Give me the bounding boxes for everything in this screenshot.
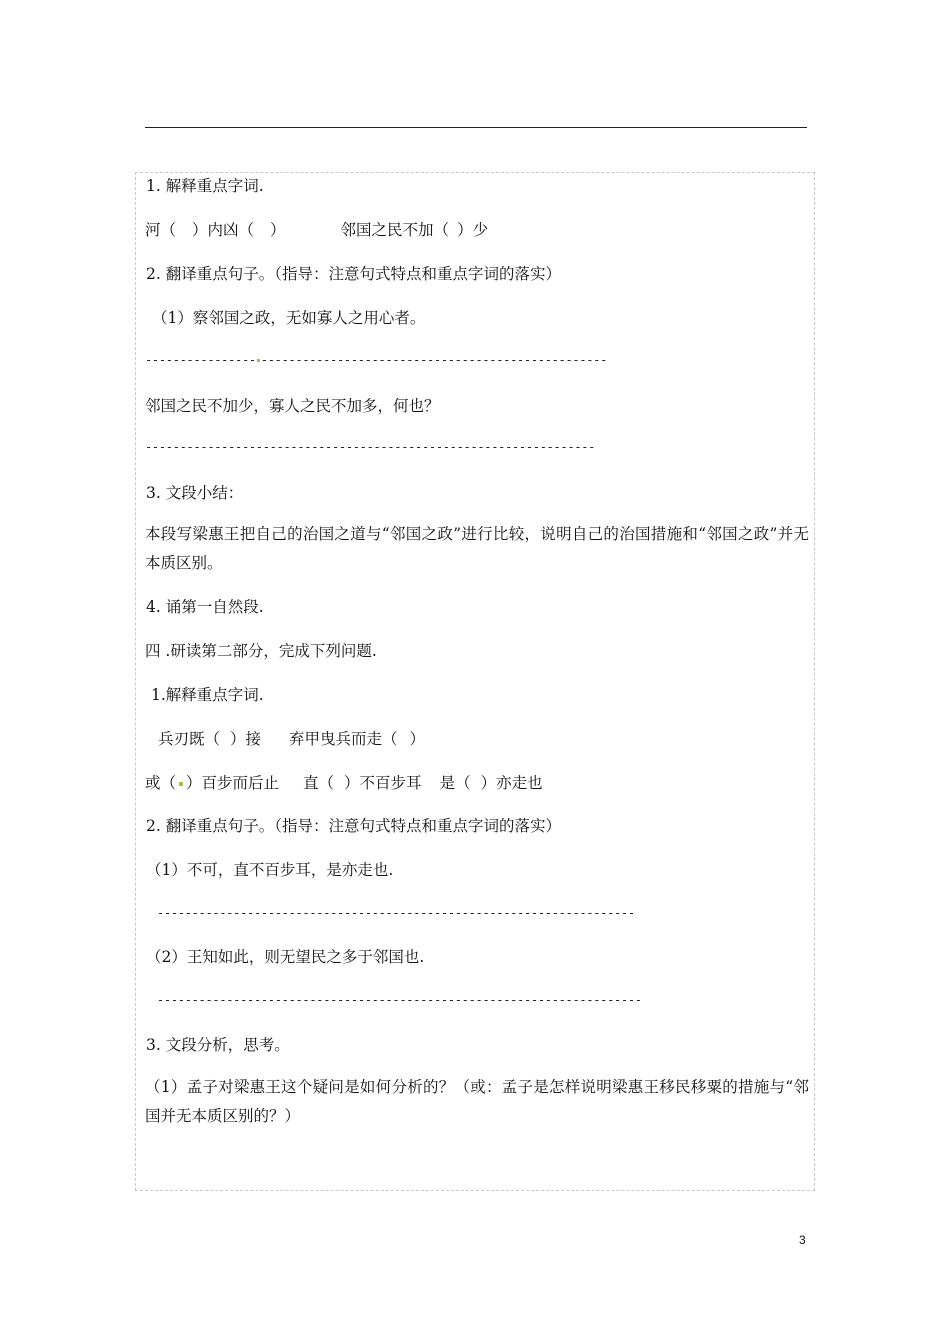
item1-title: 1. 解释重点字词. bbox=[146, 177, 264, 195]
sentence-2: （2）王知如此，则无望民之多于邻国也. bbox=[146, 948, 425, 966]
question-paragraph: （1）孟子对梁惠王这个疑问是如何分析的？（或：孟子是怎样说明梁惠王移民移粟的措施与“邻国并无本质区别的？） bbox=[145, 1078, 809, 1125]
vocab-part: ）少 bbox=[457, 221, 489, 239]
vocab-part: 邻国之民不加（ bbox=[340, 221, 450, 239]
vocab-line bbox=[158, 728, 425, 750]
vocab-part: ）内凶（ bbox=[192, 221, 255, 239]
sentence-1: （1）察邻国之政，无如寡人之用心者。 bbox=[152, 309, 426, 327]
summary-paragraph: 本段写梁惠王把自己的治国之道与“邻国之政”进行比较，说明自己的治国措施和“邻国之政”并无本质区别。 bbox=[145, 525, 809, 572]
vocab-part: 或（ bbox=[145, 774, 177, 792]
answer-line: ---------------------------------------------------------------------- bbox=[157, 993, 642, 1007]
page-number: 3 bbox=[799, 1233, 806, 1247]
vocab-part: 兵刃既（ bbox=[158, 730, 221, 748]
vocab-part: 河（ bbox=[145, 221, 177, 239]
vocab-part: 弃甲曳兵而走（ bbox=[289, 730, 398, 748]
item1-title: 1.解释重点字词. bbox=[151, 686, 264, 704]
mark-dot bbox=[257, 359, 260, 362]
vocab-part: 直（ bbox=[303, 774, 335, 792]
vocab-part: ）百步而后止 bbox=[186, 774, 280, 792]
vocab-line bbox=[145, 772, 543, 794]
vocab-part: ）亦走也 bbox=[480, 774, 543, 792]
item2-title: 2. 翻译重点句子。（指导：注意句式特点和重点字词的落实） bbox=[146, 817, 561, 835]
answer-line: ----------------------------------------------------------------- bbox=[145, 440, 596, 454]
vocab-part: ） bbox=[270, 221, 286, 239]
vocab-part: ）接 bbox=[230, 730, 262, 748]
mark-dot bbox=[179, 782, 183, 786]
section-heading: 四 .研读第二部分，完成下列问题. bbox=[145, 642, 377, 660]
item3-title: 3. 文段分析，思考。 bbox=[146, 1036, 290, 1054]
item4-title: 4. 诵第一自然段. bbox=[146, 598, 264, 616]
vocab-part: ）不百步耳 bbox=[344, 774, 422, 792]
answer-line: --------------------------------------------------------------------- bbox=[157, 906, 635, 920]
sentence-1: （1）不可，直不百步耳，是亦走也. bbox=[146, 861, 394, 879]
vocab-part: ） bbox=[409, 730, 426, 748]
answer-line-part: ---------------- bbox=[145, 353, 256, 367]
vocab-line bbox=[145, 219, 488, 241]
sentence-2: 邻国之民不加少，寡人之民不加多，何也？ bbox=[145, 397, 440, 415]
vocab-part: 是（ bbox=[439, 774, 471, 792]
answer-line-part: -------------------------------------------------- bbox=[260, 353, 608, 367]
item2-title: 2. 翻译重点句子。（指导：注意句式特点和重点字词的落实） bbox=[146, 265, 561, 283]
item3-title: 3. 文段小结： bbox=[146, 484, 244, 502]
answer-line bbox=[145, 352, 607, 368]
header-rule bbox=[145, 127, 807, 128]
